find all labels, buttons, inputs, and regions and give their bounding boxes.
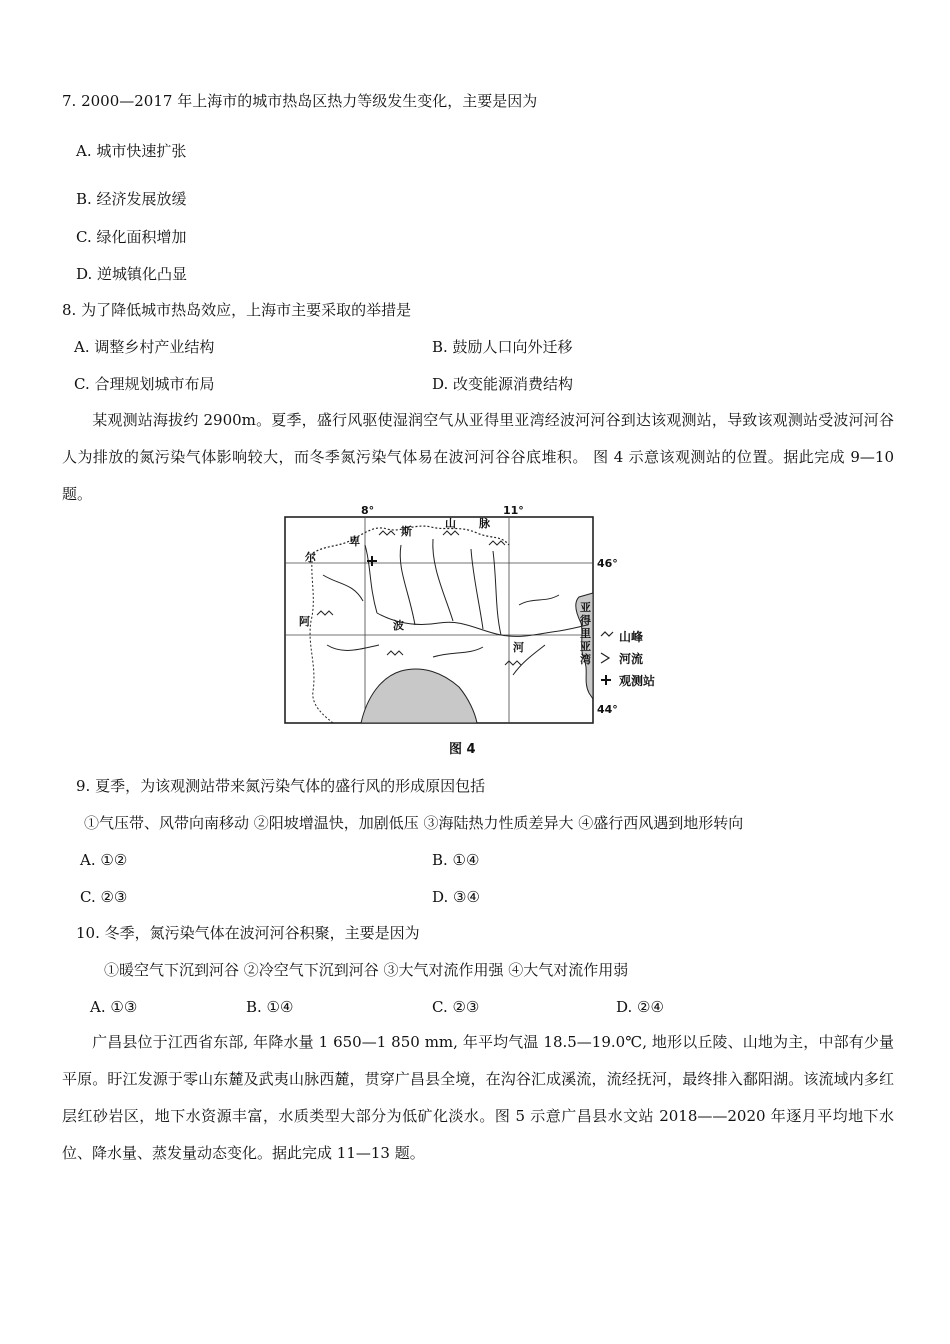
q10-option-b: B. ①④	[246, 998, 294, 1016]
q10-statements: ①暖空气下沉到河谷 ②冷空气下沉到河谷 ③大气对流作用强 ④大气对流作用弱	[104, 961, 629, 979]
gulf-char: 亚	[580, 640, 591, 653]
river-network	[323, 539, 587, 675]
mountain-char: 卑	[349, 535, 360, 548]
map-labels	[299, 505, 618, 716]
q10-stem: 10. 冬季，氮污染气体在波河河谷积聚，主要是因为	[76, 924, 420, 942]
q7-option-d: D. 逆城镇化凸显	[76, 265, 188, 283]
map-legend	[601, 629, 655, 688]
gulf-char: 里	[580, 627, 591, 640]
peak-icon	[379, 531, 395, 535]
river-6	[519, 595, 559, 605]
lon-11-label: 11°	[503, 505, 524, 517]
q8-option-d: D. 改变能源消费结构	[432, 375, 574, 393]
peak-icon	[489, 541, 505, 545]
q9-option-b: B. ①④	[432, 851, 480, 869]
q8-option-c: C. 合理规划城市布局	[74, 375, 215, 393]
river-2	[400, 545, 415, 625]
passage-station-text: 某观测站海拔约 2900m。夏季，盛行风驱使湿润空气从亚得里亚湾经波河河谷到达该观测站，导致该观测站受波河河谷人为排放的氮污染气体影响较大，而冬季氮污染气体易在波河河谷谷底堆积。 图 4 示意该观测站的位置。据此完成 9—10 题。	[62, 411, 894, 503]
gulf-char: 得	[580, 614, 591, 627]
passage-guangchang	[62, 1024, 894, 1172]
river-5	[493, 551, 501, 635]
q9-stem: 9. 夏季，为该观测站带来氮污染气体的盛行风的形成原因包括	[76, 777, 486, 795]
q9-option-c: C. ②③	[80, 888, 128, 906]
mountain-char: 脉	[479, 517, 490, 530]
q10-option-a: A. ①③	[90, 998, 138, 1016]
figure-4-map	[283, 505, 673, 755]
peak-icon	[317, 611, 333, 615]
mountain-char: 尔	[305, 551, 316, 564]
q8-option-b: B. 鼓励人口向外迁移	[432, 338, 573, 356]
q10-option-c: C. ②③	[432, 998, 480, 1016]
q9-statements: ①气压带、风带向南移动 ②阳坡增温快，加剧低压 ③海陆热力性质差异大 ④盛行西风遇到地形转向	[84, 814, 744, 832]
peak-icon	[505, 661, 521, 665]
map-svg	[283, 505, 673, 755]
peak-symbols	[317, 531, 521, 665]
legend-river-icon	[601, 653, 609, 663]
river-9	[433, 647, 483, 657]
q7-option-b: B. 经济发展放缓	[76, 190, 187, 208]
lat-44-label: 44°	[597, 703, 618, 716]
q8-option-a: A. 调整乡村产业结构	[74, 338, 215, 356]
river-3	[433, 539, 453, 621]
q7-option-c: C. 绿化面积增加	[76, 228, 187, 246]
mountain-char: 斯	[401, 525, 412, 538]
q8-stem: 8. 为了降低城市热岛效应，上海市主要采取的举措是	[62, 301, 412, 319]
legend-peak-label: 山峰	[619, 630, 644, 644]
river-8	[327, 645, 379, 650]
mountain-char: 阿	[299, 615, 310, 628]
peak-icon	[387, 651, 403, 655]
mountain-char: 山	[445, 517, 456, 530]
river-char: 河	[513, 641, 524, 654]
gulf-char: 湾	[580, 653, 591, 666]
q7-stem: 7. 2000—2017 年上海市的城市热岛区热力等级发生变化，主要是因为	[62, 92, 538, 110]
q10-option-d: D. ②④	[616, 998, 664, 1016]
gulf-char: 亚	[580, 601, 591, 614]
q9-option-d: D. ③④	[432, 888, 480, 906]
figure-4-caption: 图 4	[449, 742, 476, 757]
legend-river-label: 河流	[619, 652, 644, 666]
river-char: 波	[393, 619, 404, 632]
sea-south	[361, 669, 477, 723]
lon-8-label: 8°	[361, 505, 375, 517]
legend-peak-icon	[601, 632, 613, 636]
legend-station-icon	[601, 675, 611, 685]
lat-46-label: 46°	[597, 557, 618, 570]
river-1	[365, 545, 377, 613]
passage-guangchang-text: 广昌县位于江西省东部, 年降水量 1 650—1 850 mm, 年平均气温 18.5—19.0℃, 地形以丘陵、山地为主，中部有少量平原。盱江发源于零山东麓及武夷山脉西麓，贯穿广昌县全境，在沟谷汇成溪流，流经抚河，最终排入鄱阳湖。该流域内多红层红砂岩区，地下水资源丰富，水质类型大部分为低矿化淡水。图 5 示意广昌县水文站 2018——2020 年逐月平均地下水位、降水量、蒸发量动态变化。据此完成 11—13 题。	[62, 1033, 894, 1162]
peak-icon	[443, 531, 459, 535]
q7-option-a: A. 城市快速扩张	[76, 142, 187, 160]
river-7	[323, 575, 363, 601]
passage-station	[62, 402, 894, 513]
q9-option-a: A. ①②	[80, 851, 128, 869]
legend-station-label: 观测站	[619, 674, 656, 688]
river-4	[471, 549, 483, 629]
